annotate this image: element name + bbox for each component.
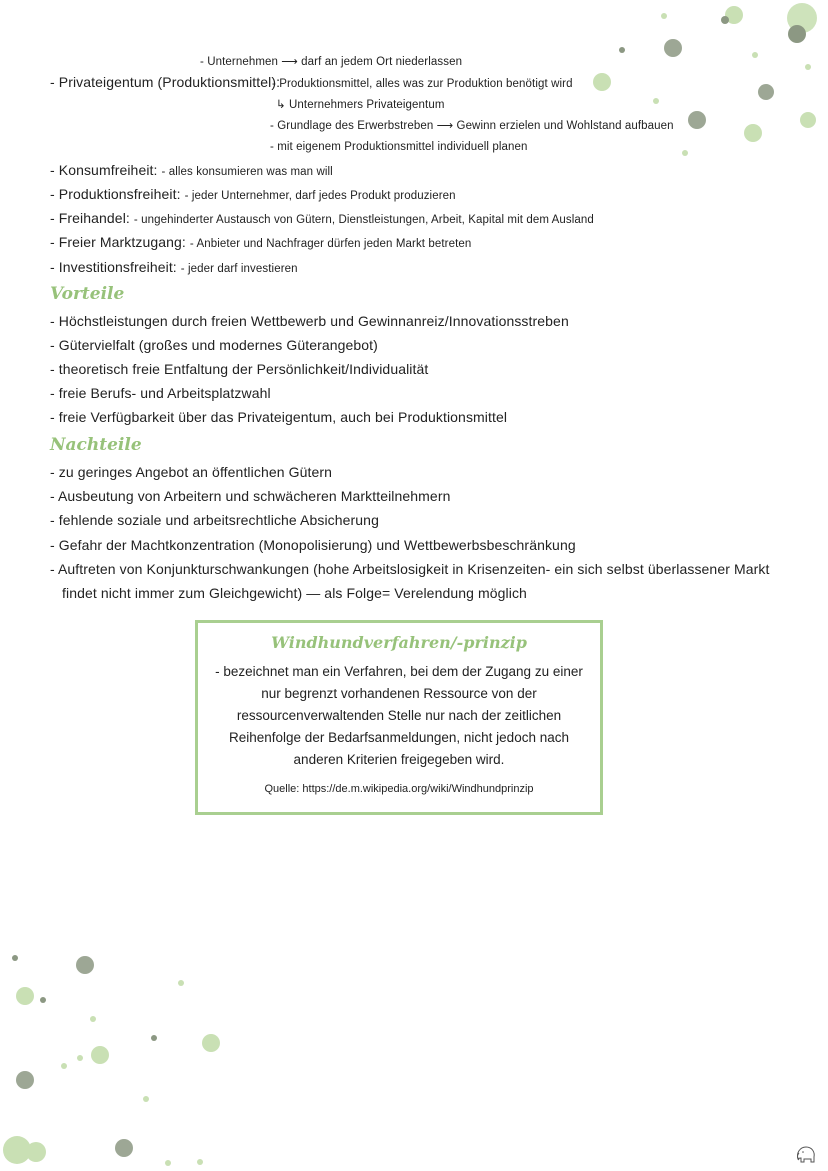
nachteile-item: - Gefahr der Machtkonzentration (Monopolisierung) und Wettbewerbsbeschränkung bbox=[50, 537, 576, 553]
privateigentum-detail-2: ↳ Unternehmers Privateigentum bbox=[276, 99, 445, 111]
freedom-item bbox=[50, 209, 594, 229]
freedom-text: - alles konsumieren was man will bbox=[161, 166, 333, 178]
vorteile-heading: Vorteile bbox=[50, 284, 125, 304]
vorteile-item: - Höchstleistungen durch freien Wettbewerb und Gewinnanreiz/Innovationsstreben bbox=[50, 313, 569, 329]
definition-line: Reihenfolge der Bedarfsanmeldungen, nicht jedoch nach bbox=[229, 730, 569, 745]
vorteile-item: - theoretisch freie Entfaltung der Persönlichkeit/Individualität bbox=[50, 361, 429, 377]
privateigentum-label: - Privateigentum (Produktionsmittel): bbox=[50, 74, 281, 90]
freedom-item bbox=[50, 161, 333, 181]
definition-box bbox=[195, 620, 603, 815]
freedom-text: - Anbieter und Nachfrager dürfen jeden Markt betreten bbox=[189, 238, 472, 250]
vorteile-item: - freie Verfügbarkeit über das Privateigentum, auch bei Produktionsmittel bbox=[50, 409, 508, 425]
freedom-label: - Konsumfreiheit: bbox=[50, 162, 158, 178]
nachteile-item: - Ausbeutung von Arbeitern und schwächeren Marktteilnehmern bbox=[50, 488, 451, 504]
definition-line: nur begrenzt vorhandenen Ressource von der bbox=[261, 686, 537, 701]
nachteile-heading: Nachteile bbox=[50, 435, 142, 455]
freedom-text: - jeder Unternehmer, darf jedes Produkt produzieren bbox=[184, 190, 456, 202]
freedom-text: - ungehinderter Austausch von Gütern, Dienstleistungen, Arbeit, Kapital mit dem Ausland bbox=[133, 214, 594, 226]
freedom-item bbox=[50, 258, 298, 278]
nachteile-item-continued: findet nicht immer zum Gleichgewicht) — als Folge= Verelendung möglich bbox=[62, 585, 527, 601]
freedom-label: - Freihandel: bbox=[50, 210, 130, 226]
freedom-label: - Investitionsfreiheit: bbox=[50, 259, 177, 275]
nachteile-item: - zu geringes Angebot an öffentlichen Gütern bbox=[50, 464, 333, 480]
freedom-label: - Freier Marktzugang: bbox=[50, 234, 186, 250]
privateigentum-detail-1: - Produktionsmittel, alles was zur Produktion benötigt wird bbox=[272, 78, 573, 90]
vorteile-item: - Gütervielfalt (großes und modernes Güterangebot) bbox=[50, 337, 378, 353]
freedom-item bbox=[50, 233, 471, 253]
privateigentum-detail-4: - mit eigenem Produktionsmittel individuell planen bbox=[270, 141, 528, 153]
bottom-left-dots bbox=[3, 955, 220, 1166]
definition-line: ressourcenverwaltenden Stelle nur nach der zeitlichen bbox=[236, 708, 562, 723]
definition-source: Quelle: https://de.m.wikipedia.org/wiki/Windhundprinzip bbox=[264, 783, 534, 795]
nachteile-item: - Auftreten von Konjunkturschwankungen (hohe Arbeitslosigkeit in Krisenzeiten- ein sich selbst überlassener Markt bbox=[50, 561, 770, 577]
unternehmen-line: - Unternehmen ⟶ darf an jedem Ort niederlassen bbox=[200, 56, 463, 68]
definition-title: Windhundverfahren/-prinzip bbox=[271, 633, 527, 652]
definition-line: anderen Kriterien freigegeben wird. bbox=[293, 752, 505, 767]
privateigentum-detail-3: - Grundlage des Erwerbstreben ⟶ Gewinn erzielen und Wohlstand aufbauen bbox=[270, 120, 674, 132]
freedom-text: - jeder darf investieren bbox=[180, 263, 298, 275]
nachteile-item: - fehlende soziale und arbeitsrechtliche Absicherung bbox=[50, 512, 379, 528]
freedom-item bbox=[50, 185, 456, 205]
freedom-label: - Produktionsfreiheit: bbox=[50, 186, 181, 202]
definition-text bbox=[208, 661, 590, 771]
definition-line: - bezeichnet man ein Verfahren, bei dem der Zugang zu einer bbox=[215, 664, 583, 679]
elephant-logo-icon bbox=[794, 1143, 818, 1165]
vorteile-item: - freie Berufs- und Arbeitsplatzwahl bbox=[50, 385, 271, 401]
